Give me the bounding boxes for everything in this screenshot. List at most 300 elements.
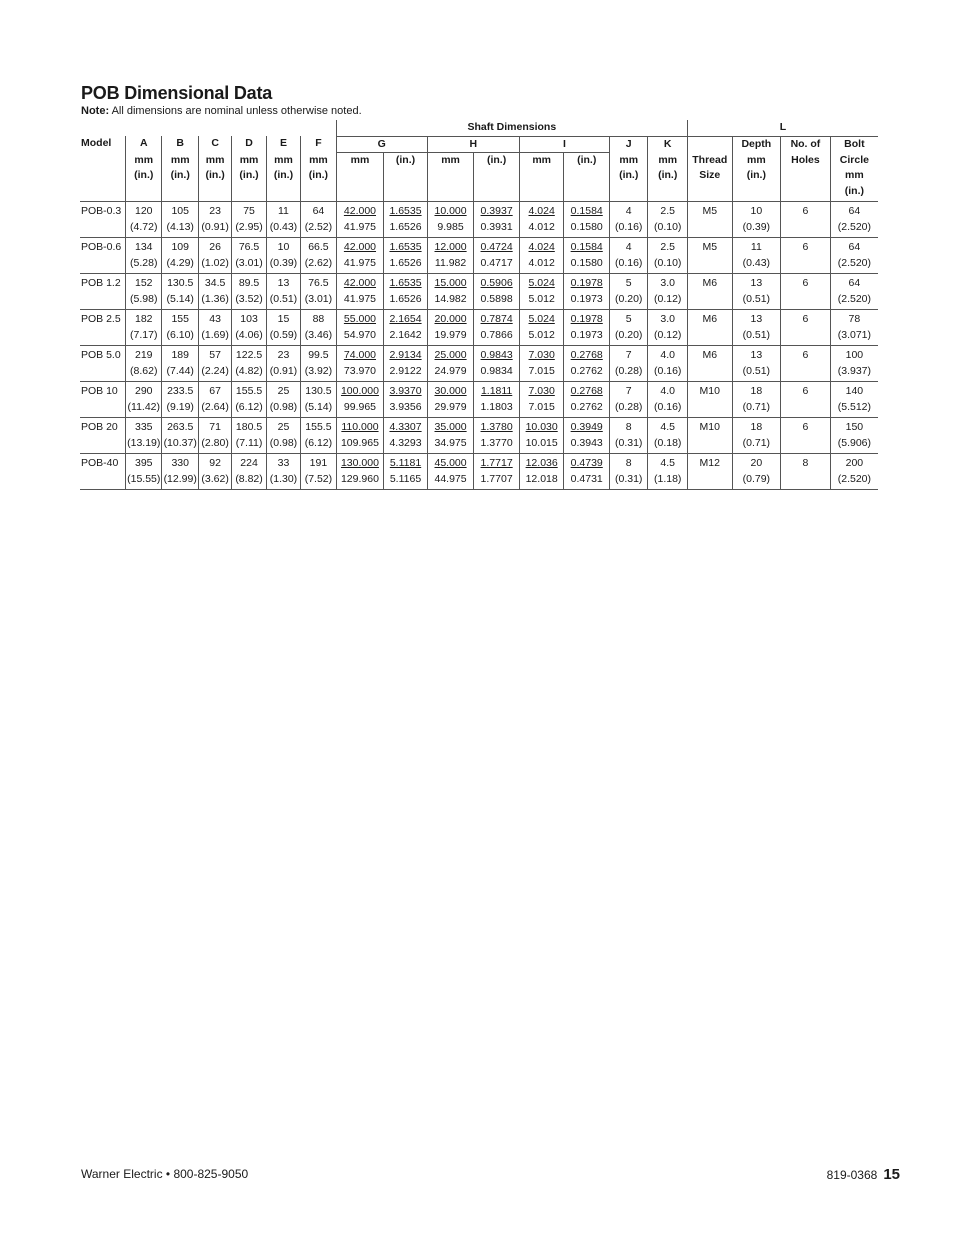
value-cell: 0.3937 [474,202,520,220]
value-cell: 5.012 [519,328,564,346]
value-cell: (2.95) [232,220,266,238]
value-cell: (0.12) [648,328,688,346]
l-group-header: L [688,120,879,136]
value-cell: 189 [162,346,198,364]
value-cell: 1.6535 [384,274,428,292]
value-cell: 0.2768 [564,346,610,364]
value-cell: (7.11) [232,436,266,454]
value-cell: (3.937) [830,364,878,382]
value-cell: 10.015 [519,436,564,454]
col-h-header: H [427,136,519,153]
model-cell-blank [80,220,126,238]
value-cell [688,328,733,346]
value-cell: M6 [688,310,733,328]
value-cell: (5.98) [126,292,162,310]
value-cell: 1.3780 [474,418,520,436]
value-cell: 6 [781,346,831,364]
value-cell: M10 [688,382,733,400]
value-cell: 19.979 [427,328,474,346]
value-cell: 5 [609,274,647,292]
value-cell: (0.31) [609,472,647,490]
value-cell: 4.012 [519,256,564,274]
value-cell: 55.000 [336,310,384,328]
value-cell: 2.5 [648,238,688,256]
value-cell: M6 [688,346,733,364]
col-b-header: B [162,136,198,153]
value-cell [688,256,733,274]
value-cell: 0.1978 [564,274,610,292]
value-cell: 12.000 [427,238,474,256]
value-cell: (0.39) [732,220,781,238]
model-cell: POB 2.5 [80,310,126,328]
value-cell: 67 [198,382,231,400]
bolt-circle-unit: Circle mm (in.) [830,153,878,202]
value-cell: 0.7866 [474,328,520,346]
value-cell: 71 [198,418,231,436]
value-cell: (0.10) [648,256,688,274]
value-cell: 7 [609,346,647,364]
col-a-header: A [126,136,162,153]
value-cell: 5.012 [519,292,564,310]
value-cell [781,472,831,490]
value-cell: 140 [830,382,878,400]
value-cell: 3.0 [648,310,688,328]
value-cell: 100 [830,346,878,364]
value-cell [781,256,831,274]
value-cell: (0.71) [732,400,781,418]
thread-size-header-top [688,136,733,153]
value-cell: 44.975 [427,472,474,490]
value-cell: 18 [732,382,781,400]
value-cell: 6 [781,310,831,328]
value-cell: 2.5 [648,202,688,220]
value-cell: 233.5 [162,382,198,400]
note-label: Note: [81,105,110,117]
value-cell: (0.39) [266,256,300,274]
value-cell: 0.1584 [564,238,610,256]
footer-doc-info [827,1166,900,1183]
value-cell: (2.520) [830,292,878,310]
unit-cell: mm (in.) [648,153,688,202]
value-cell: (3.01) [301,292,337,310]
value-cell [688,292,733,310]
table-row-secondary [80,328,878,346]
value-cell: (7.17) [126,328,162,346]
value-cell: (6.12) [301,436,337,454]
value-cell: 4.012 [519,220,564,238]
value-cell: 150 [830,418,878,436]
value-cell: (0.28) [609,400,647,418]
value-cell: 103 [232,310,266,328]
value-cell: 0.5898 [474,292,520,310]
value-cell: 0.9834 [474,364,520,382]
value-cell: 0.4731 [564,472,610,490]
value-cell: 41.975 [336,220,384,238]
model-cell-blank [80,400,126,418]
value-cell: 0.4717 [474,256,520,274]
value-cell: (0.91) [198,220,231,238]
unit-cell: mm (in.) [232,153,266,202]
value-cell: 110.000 [336,418,384,436]
value-cell: 42.000 [336,238,384,256]
value-cell: 64 [830,274,878,292]
unit-cell: mm (in.) [126,153,162,202]
value-cell: 129.960 [336,472,384,490]
value-cell: 10 [732,202,781,220]
value-cell [688,436,733,454]
value-cell: 0.3949 [564,418,610,436]
value-cell [781,292,831,310]
unit-cell: mm (in.) [266,153,300,202]
value-cell: (0.43) [266,220,300,238]
model-cell: POB 10 [80,382,126,400]
unit-cell: mm [427,153,474,202]
table-row [80,418,878,436]
value-cell: 2.1654 [384,310,428,328]
value-cell: 155 [162,310,198,328]
value-cell: 0.3943 [564,436,610,454]
value-cell: 30.000 [427,382,474,400]
value-cell [688,472,733,490]
value-cell: 219 [126,346,162,364]
value-cell: 8 [609,454,647,472]
value-cell: 1.6535 [384,238,428,256]
value-cell: (3.01) [232,256,266,274]
value-cell: (1.18) [648,472,688,490]
value-cell: 0.1978 [564,310,610,328]
value-cell: M5 [688,238,733,256]
table-row [80,310,878,328]
value-cell: 105 [162,202,198,220]
col-k-header: K [648,136,688,153]
value-cell: M6 [688,274,733,292]
value-cell: 200 [830,454,878,472]
value-cell: 191 [301,454,337,472]
value-cell: 3.9370 [384,382,428,400]
value-cell: (10.37) [162,436,198,454]
value-cell: 0.5906 [474,274,520,292]
value-cell: 4.024 [519,202,564,220]
header-letter-row [80,136,878,153]
value-cell: 20 [732,454,781,472]
table-row [80,238,878,256]
unit-cell: mm (in.) [198,153,231,202]
value-cell [688,220,733,238]
value-cell: (2.24) [198,364,231,382]
col-e-header: E [266,136,300,153]
value-cell: 8 [609,418,647,436]
value-cell: 14.982 [427,292,474,310]
value-cell: 180.5 [232,418,266,436]
value-cell: (0.59) [266,328,300,346]
value-cell: 0.1973 [564,292,610,310]
value-cell: 11 [266,202,300,220]
value-cell: 15 [266,310,300,328]
value-cell: (0.20) [609,292,647,310]
model-header: Model [81,137,112,149]
footer-company-phone: Warner Electric • 800-825-9050 [81,1167,249,1181]
value-cell: (0.16) [648,364,688,382]
value-cell: 54.970 [336,328,384,346]
value-cell: 1.6535 [384,202,428,220]
model-cell: POB-0.3 [80,202,126,220]
value-cell: 4 [609,238,647,256]
col-f-header: F [301,136,337,153]
value-cell: 6 [781,238,831,256]
shaft-dimensions-header: Shaft Dimensions [336,120,687,136]
value-cell: 23 [198,202,231,220]
note-text: All dimensions are nominal unless otherwise noted. [111,105,362,117]
value-cell: 34.975 [427,436,474,454]
table-row [80,454,878,472]
page-title: POB Dimensional Data [81,83,273,103]
unit-cell: mm (in.) [732,153,781,202]
value-cell: 25 [266,418,300,436]
value-cell: 0.1973 [564,328,610,346]
value-cell [688,364,733,382]
model-cell: POB-0.6 [80,238,126,256]
value-cell: 13 [732,274,781,292]
table-row-secondary [80,400,878,418]
value-cell: 335 [126,418,162,436]
value-cell: 155.5 [301,418,337,436]
value-cell: 26 [198,238,231,256]
value-cell: 23 [266,346,300,364]
value-cell: 10 [266,238,300,256]
value-cell [781,364,831,382]
col-d-header: D [232,136,266,153]
value-cell: 64 [301,202,337,220]
value-cell: 99.965 [336,400,384,418]
value-cell: (2.520) [830,256,878,274]
value-cell: 20.000 [427,310,474,328]
value-cell: 330 [162,454,198,472]
model-cell-blank [80,256,126,274]
unit-cell: (in.) [474,153,520,202]
model-cell-blank [80,328,126,346]
value-cell: 89.5 [232,274,266,292]
value-cell: 4.3293 [384,436,428,454]
value-cell: 6 [781,202,831,220]
value-cell [781,436,831,454]
value-cell: (1.02) [198,256,231,274]
value-cell: (15.55) [126,472,162,490]
value-cell: (6.12) [232,400,266,418]
value-cell: M10 [688,418,733,436]
value-cell: (0.98) [266,400,300,418]
value-cell: 120 [126,202,162,220]
value-cell: (13.19) [126,436,162,454]
value-cell: 45.000 [427,454,474,472]
table-row-secondary [80,364,878,382]
value-cell: 0.4724 [474,238,520,256]
value-cell: 134 [126,238,162,256]
value-cell: 109 [162,238,198,256]
value-cell: 152 [126,274,162,292]
value-cell: M12 [688,454,733,472]
value-cell: (8.62) [126,364,162,382]
value-cell: 5.1181 [384,454,428,472]
model-cell-blank [80,364,126,382]
unit-cell: mm (in.) [301,153,337,202]
value-cell: 0.2762 [564,400,610,418]
value-cell: 12.036 [519,454,564,472]
value-cell: 1.6526 [384,220,428,238]
model-cell-blank [80,436,126,454]
value-cell: (0.16) [609,256,647,274]
pob-dimension-table [80,120,878,490]
value-cell: 7.015 [519,364,564,382]
value-cell: 395 [126,454,162,472]
value-cell: 5.024 [519,310,564,328]
value-cell: (1.30) [266,472,300,490]
value-cell: (0.10) [648,220,688,238]
value-cell: 3.0 [648,274,688,292]
value-cell: (12.99) [162,472,198,490]
depth-header: Depth [732,136,781,153]
value-cell: 4 [609,202,647,220]
value-cell: 0.1584 [564,202,610,220]
table-row [80,274,878,292]
value-cell: 7.030 [519,346,564,364]
value-cell: 1.6526 [384,292,428,310]
model-cell-blank [80,472,126,490]
value-cell: 12.018 [519,472,564,490]
value-cell: 73.970 [336,364,384,382]
table-row-secondary [80,292,878,310]
col-g-header: G [336,136,427,153]
value-cell: 10.000 [427,202,474,220]
value-cell: (0.71) [732,436,781,454]
value-cell: (5.14) [162,292,198,310]
value-cell: 8 [781,454,831,472]
value-cell: 122.5 [232,346,266,364]
value-cell: 130.000 [336,454,384,472]
value-cell: (3.62) [198,472,231,490]
value-cell [781,328,831,346]
value-cell: 0.4739 [564,454,610,472]
value-cell: 78 [830,310,878,328]
col-c-header: C [198,136,231,153]
value-cell: 7.015 [519,400,564,418]
value-cell: 0.2768 [564,382,610,400]
value-cell: 10.030 [519,418,564,436]
value-cell: (3.46) [301,328,337,346]
value-cell: (0.51) [732,364,781,382]
value-cell: 6 [781,382,831,400]
value-cell: (2.62) [301,256,337,274]
page-number: 15 [883,1166,900,1183]
value-cell: 4.5 [648,454,688,472]
value-cell: 43 [198,310,231,328]
value-cell: (0.51) [266,292,300,310]
table-row [80,382,878,400]
value-cell: (1.36) [198,292,231,310]
value-cell: 64 [830,202,878,220]
table-row-secondary [80,436,878,454]
value-cell: 34.5 [198,274,231,292]
model-cell: POB-40 [80,454,126,472]
value-cell: 0.2762 [564,364,610,382]
value-cell: 130.5 [301,382,337,400]
table-body [80,202,878,490]
value-cell: 7.030 [519,382,564,400]
col-i-header: I [519,136,609,153]
value-cell: 92 [198,454,231,472]
value-cell: (5.512) [830,400,878,418]
bolt-circle-header: Bolt [830,136,878,153]
value-cell: M5 [688,202,733,220]
value-cell: 182 [126,310,162,328]
doc-number: 819-0368 [826,1168,878,1182]
no-of-holes-header: No. of [781,136,831,153]
unit-cell: mm (in.) [609,153,647,202]
value-cell: (8.82) [232,472,266,490]
value-cell: 1.1811 [474,382,520,400]
model-cell-blank [80,292,126,310]
value-cell: 64 [830,238,878,256]
thread-size-header: Thread Size [688,153,733,202]
value-cell: 224 [232,454,266,472]
value-cell [781,400,831,418]
value-cell: (0.12) [648,292,688,310]
value-cell: (7.44) [162,364,198,382]
value-cell: (3.92) [301,364,337,382]
value-cell: (0.91) [266,364,300,382]
value-cell: 15.000 [427,274,474,292]
value-cell: 290 [126,382,162,400]
value-cell: (0.18) [648,436,688,454]
value-cell: (0.51) [732,328,781,346]
value-cell: 1.6526 [384,256,428,274]
header-unit-row [80,153,878,202]
value-cell: 4.0 [648,346,688,364]
value-cell: 29.979 [427,400,474,418]
value-cell: (0.16) [609,220,647,238]
value-cell: 6 [781,274,831,292]
unit-cell: mm [519,153,564,202]
value-cell: (0.98) [266,436,300,454]
value-cell: 13 [732,346,781,364]
value-cell: (6.10) [162,328,198,346]
value-cell: 9.985 [427,220,474,238]
value-cell: 2.1642 [384,328,428,346]
unit-cell: mm (in.) [162,153,198,202]
value-cell: (4.29) [162,256,198,274]
value-cell: 35.000 [427,418,474,436]
value-cell: 25.000 [427,346,474,364]
value-cell: (0.51) [732,292,781,310]
value-cell: 11 [732,238,781,256]
value-cell: 0.1580 [564,220,610,238]
value-cell: (3.52) [232,292,266,310]
value-cell: 33 [266,454,300,472]
value-cell [688,400,733,418]
value-cell: (2.520) [830,220,878,238]
value-cell: 4.0 [648,382,688,400]
value-cell: 1.1803 [474,400,520,418]
value-cell: (0.28) [609,364,647,382]
value-cell: 13 [732,310,781,328]
value-cell: 3.9356 [384,400,428,418]
value-cell: 109.965 [336,436,384,454]
value-cell: 130.5 [162,274,198,292]
value-cell: (5.906) [830,436,878,454]
header-band-row [80,120,878,136]
value-cell: (4.13) [162,220,198,238]
unit-cell: (in.) [384,153,428,202]
model-cell: POB 5.0 [80,346,126,364]
